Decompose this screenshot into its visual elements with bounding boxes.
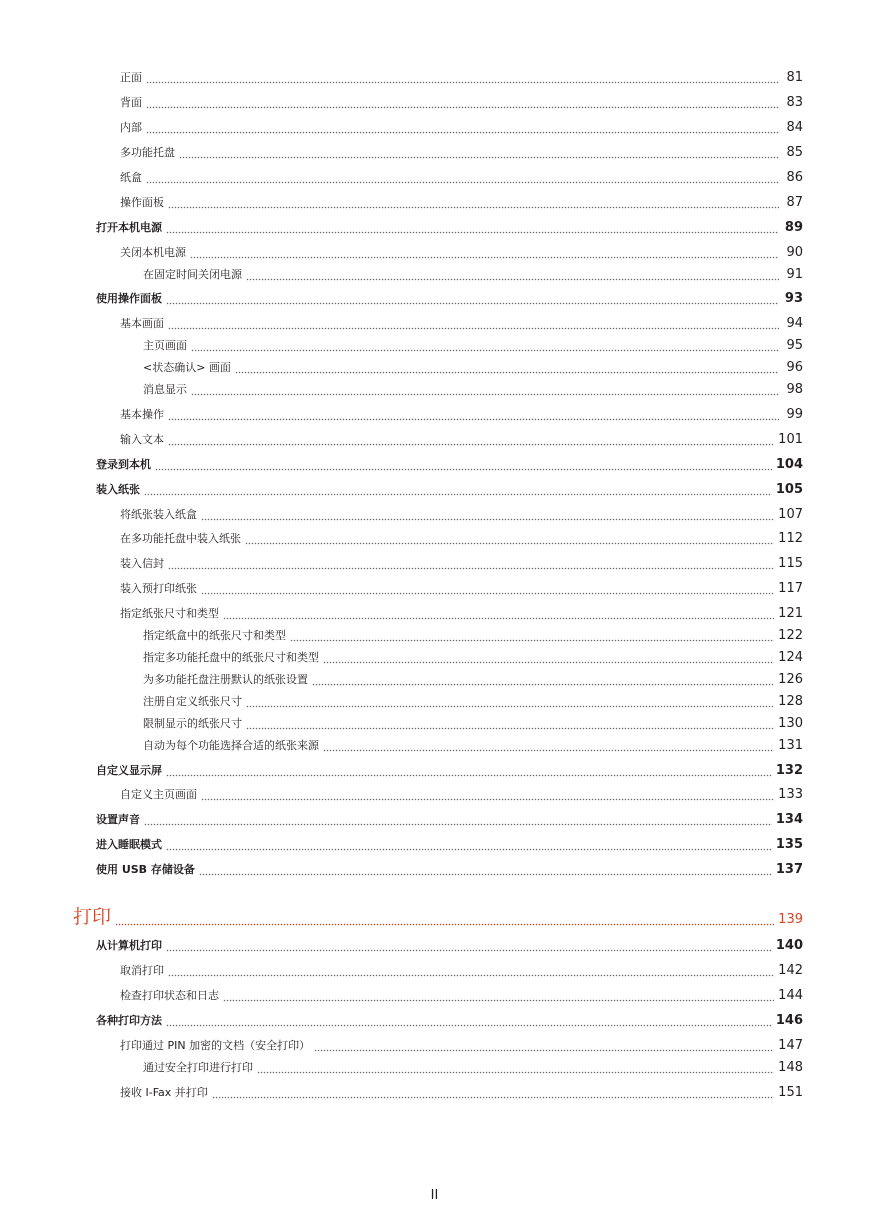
dot-leader	[191, 339, 779, 353]
toc-entry-page: 151	[778, 1085, 803, 1100]
toc-entry[interactable]	[143, 717, 803, 731]
toc-entry-title: 自动为每个功能选择合适的纸张来源	[143, 739, 319, 752]
chapter-title: 打印	[73, 906, 112, 928]
toc-entry-page: 94	[786, 316, 803, 331]
dot-leader	[146, 96, 779, 110]
toc-entry[interactable]	[120, 433, 803, 447]
toc-entry[interactable]	[143, 361, 803, 375]
dot-leader	[168, 317, 779, 331]
toc-entry-page: 85	[786, 145, 803, 160]
toc-entry-title: 通过安全打印进行打印	[143, 1061, 253, 1074]
dot-leader	[191, 383, 779, 397]
dot-leader	[166, 764, 772, 778]
toc-entry-page: 93	[784, 291, 803, 306]
toc-entry-page: 144	[778, 988, 803, 1003]
toc-entry-title: 在多功能托盘中装入纸张	[120, 532, 241, 545]
toc-entry-page: 107	[778, 507, 803, 522]
toc-entry[interactable]	[96, 221, 803, 235]
toc-entry-title: 消息显示	[143, 383, 187, 396]
toc-entry-page: 132	[775, 763, 803, 778]
toc-entry[interactable]	[120, 508, 803, 522]
toc-entry-title: 基本画面	[120, 317, 164, 330]
toc-entry-page: 115	[778, 556, 803, 571]
toc-entry[interactable]	[120, 964, 803, 978]
toc-entry[interactable]	[120, 582, 803, 596]
toc-entry-title: 接收 I-Fax 并打印	[120, 1086, 208, 1099]
toc-entry-title: 内部	[120, 121, 142, 134]
dot-leader	[201, 788, 774, 802]
dot-leader	[246, 268, 779, 282]
toc-entry-title: 纸盒	[120, 171, 142, 184]
dot-leader	[201, 508, 774, 522]
dot-leader	[168, 196, 779, 210]
toc-entry[interactable]	[96, 458, 803, 472]
toc-entry-page: 142	[778, 963, 803, 978]
dot-leader	[166, 838, 772, 852]
toc-entry-page: 96	[786, 360, 803, 375]
toc-entry-page: 131	[778, 738, 803, 753]
toc-entry-page: 133	[778, 787, 803, 802]
toc-entry[interactable]	[96, 838, 803, 852]
toc-entry[interactable]	[120, 788, 803, 802]
toc-entry[interactable]	[143, 739, 803, 753]
toc-entry-title: 使用操作面板	[96, 292, 162, 305]
toc-entry-title: 关闭本机电源	[120, 246, 186, 259]
dot-leader	[166, 221, 779, 235]
toc-entry[interactable]	[120, 557, 803, 571]
toc-entry[interactable]	[120, 317, 803, 331]
toc-entry-page: 148	[778, 1060, 803, 1075]
dot-leader	[190, 246, 779, 260]
toc-entry-title: 登录到本机	[96, 458, 151, 471]
toc-entry[interactable]	[143, 383, 803, 397]
toc-entry[interactable]	[143, 339, 803, 353]
toc-entry-page: 87	[786, 195, 803, 210]
toc-entry-page: 84	[786, 120, 803, 135]
toc-entry-title: 基本操作	[120, 408, 164, 421]
toc-entry-page: 91	[786, 267, 803, 282]
toc-entry-page: 121	[778, 606, 803, 621]
toc-entry-title: 装入纸张	[96, 483, 140, 496]
toc-entry-page: 137	[775, 862, 803, 877]
dot-leader	[223, 989, 774, 1003]
dot-leader	[312, 673, 774, 687]
toc-entry-title: 在固定时间关闭电源	[143, 268, 242, 281]
toc-entry-title: 指定纸张尺寸和类型	[120, 607, 219, 620]
toc-entry-page: 135	[775, 837, 803, 852]
toc-entry[interactable]	[96, 483, 803, 497]
toc-entry[interactable]	[120, 607, 803, 621]
dot-leader	[155, 458, 772, 472]
toc-entry-title: 指定纸盒中的纸张尺寸和类型	[143, 629, 286, 642]
toc-entry[interactable]	[120, 196, 803, 210]
toc-entry-page: 146	[775, 1013, 803, 1028]
toc-entry-page: 98	[786, 382, 803, 397]
dot-leader	[146, 171, 779, 185]
toc-entry[interactable]	[96, 292, 803, 306]
toc-entry-page: 117	[778, 581, 803, 596]
toc-entry-title: 主页画面	[143, 339, 187, 352]
dot-leader	[166, 939, 772, 953]
toc-entry-page: 86	[786, 170, 803, 185]
dot-leader	[168, 964, 774, 978]
dot-leader	[146, 71, 779, 85]
dot-leader	[314, 1039, 774, 1053]
toc-entry-page: 147	[778, 1038, 803, 1053]
toc-entry[interactable]	[96, 764, 803, 778]
toc-entry-page: 140	[775, 938, 803, 953]
dot-leader	[146, 121, 779, 135]
toc-entry[interactable]	[143, 268, 803, 282]
toc-entry-page: 89	[784, 220, 803, 235]
toc-entry[interactable]	[96, 939, 803, 953]
dot-leader	[246, 717, 774, 731]
toc-entry-title: 自定义显示屏	[96, 764, 162, 777]
toc-entry[interactable]	[120, 989, 803, 1003]
dot-leader	[323, 651, 774, 665]
dot-leader	[201, 582, 774, 596]
toc-entry-title: 注册自定义纸张尺寸	[143, 695, 242, 708]
toc-entry-title: 进入睡眠模式	[96, 838, 162, 851]
toc-entry-page: 83	[786, 95, 803, 110]
toc-entry-page: 101	[778, 432, 803, 447]
toc-entry-title: 为多功能托盘注册默认的纸张设置	[143, 673, 308, 686]
toc-entry[interactable]	[143, 695, 803, 709]
dot-leader	[290, 629, 774, 643]
dot-leader	[168, 433, 774, 447]
dot-leader	[168, 408, 779, 422]
toc-entry[interactable]	[120, 171, 803, 185]
dot-leader	[179, 146, 779, 160]
toc-entry[interactable]	[143, 651, 803, 665]
dot-leader	[223, 607, 774, 621]
toc-entry[interactable]	[120, 1086, 803, 1100]
dot-leader	[323, 739, 774, 753]
toc-entry[interactable]	[120, 96, 803, 110]
toc-entry-title: 取消打印	[120, 964, 164, 977]
toc-entry-title: 自定义主页画面	[120, 788, 197, 801]
toc-entry[interactable]	[120, 532, 803, 546]
toc-entry-title: 检查打印状态和日志	[120, 989, 219, 1002]
dot-leader	[144, 813, 772, 827]
dot-leader	[245, 532, 774, 546]
dot-leader	[199, 863, 772, 877]
toc-entry-title: 打印通过 PIN 加密的文档（安全打印）	[120, 1039, 311, 1052]
dot-leader	[212, 1086, 774, 1100]
dot-leader	[235, 361, 779, 375]
toc-entry-title: 使用 USB 存储设备	[96, 863, 195, 876]
toc-entry-title: 输入文本	[120, 433, 164, 446]
toc-entry[interactable]	[96, 813, 803, 827]
toc-entry-page: 90	[786, 245, 803, 260]
toc-entry-title: 各种打印方法	[96, 1014, 162, 1027]
toc-entry[interactable]	[96, 1014, 803, 1028]
toc-entry[interactable]	[120, 246, 803, 260]
toc-entry-page: 112	[778, 531, 803, 546]
toc-entry[interactable]	[143, 1061, 803, 1075]
toc-entry-page: 104	[775, 457, 803, 472]
toc-entry-title: 装入预打印纸张	[120, 582, 197, 595]
toc-entry-page: 81	[786, 70, 803, 85]
chapter-heading[interactable]	[73, 906, 803, 928]
toc-entry-page: 99	[786, 407, 803, 422]
toc-entry-title: 操作面板	[120, 196, 164, 209]
toc-entry-page: 95	[786, 338, 803, 353]
dot-leader	[257, 1061, 774, 1075]
dot-leader	[168, 557, 774, 571]
toc-entry[interactable]	[143, 629, 803, 643]
toc-entry-page: 126	[778, 672, 803, 687]
toc-entry-page: 122	[778, 628, 803, 643]
toc-entry-title: 正面	[120, 71, 142, 84]
toc-entry-title: 将纸张装入纸盒	[120, 508, 197, 521]
dot-leader	[115, 906, 774, 928]
toc-entry-page: 128	[778, 694, 803, 709]
chapter-page: 139	[778, 912, 803, 927]
toc-entry-title: 限制显示的纸张尺寸	[143, 717, 242, 730]
toc-entry[interactable]	[120, 1039, 803, 1053]
toc-entry-page: 134	[775, 812, 803, 827]
toc-entry-title: 装入信封	[120, 557, 164, 570]
toc-entry-title: 多功能托盘	[120, 146, 175, 159]
dot-leader	[166, 1014, 772, 1028]
toc-entry-page: 130	[778, 716, 803, 731]
toc-entry-title: 设置声音	[96, 813, 140, 826]
toc-entry-title: 从计算机打印	[96, 939, 162, 952]
dot-leader	[166, 292, 779, 306]
toc-entry-title: 背面	[120, 96, 142, 109]
toc-entry[interactable]	[120, 71, 803, 85]
toc-entry[interactable]	[96, 863, 803, 877]
dot-leader	[144, 483, 772, 497]
toc-entry-page: 105	[775, 482, 803, 497]
toc-entry-title: 打开本机电源	[96, 221, 162, 234]
dot-leader	[246, 695, 774, 709]
toc-entry[interactable]	[143, 673, 803, 687]
toc-entry[interactable]	[120, 121, 803, 135]
toc-entry[interactable]	[120, 146, 803, 160]
toc-entry[interactable]	[120, 408, 803, 422]
toc-entry-page: 124	[778, 650, 803, 665]
page-number: II	[430, 1188, 439, 1203]
toc-entry-title: <状态确认> 画面	[143, 361, 231, 374]
toc-entry-title: 指定多功能托盘中的纸张尺寸和类型	[143, 651, 319, 664]
